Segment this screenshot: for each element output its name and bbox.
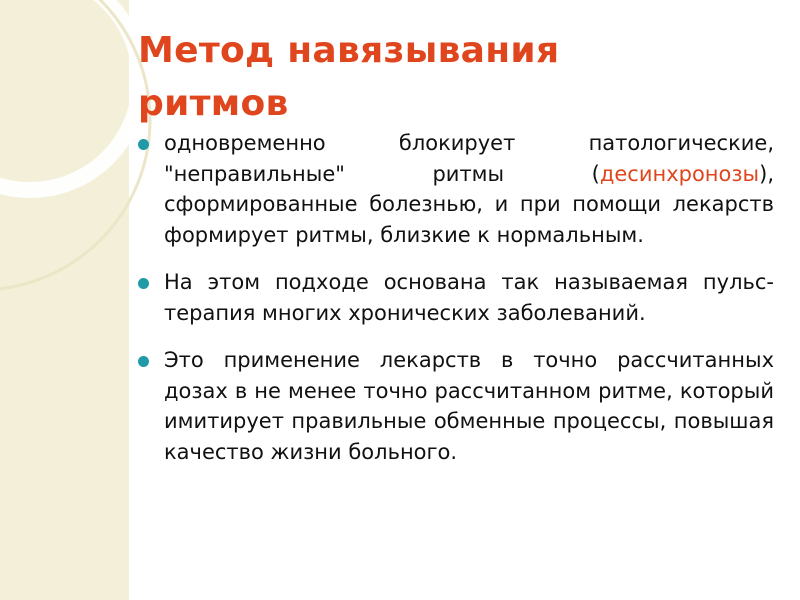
slide-title: Метод навязывания ритмов xyxy=(138,30,560,124)
bullet-icon xyxy=(138,356,149,367)
bullet-text: Это применение лекарств в точно рассчитанных дозах в не менее точно рассчитанном ритме, который имитирует правильные обменные процессы, повышая качество жизни больного. xyxy=(164,348,774,464)
bullet-item xyxy=(138,128,774,250)
bullet-text-end: ), сформированные болезнью, и при помощи лекарств формирует ритмы, близкие к нормальным. xyxy=(164,161,774,247)
bullet-text: На этом подходе основана так называемая пульс-терапия многих хронических заболеваний. xyxy=(164,270,774,325)
bullet-item xyxy=(138,345,774,467)
bullet-icon xyxy=(138,139,149,150)
bullet-text-start: одновременно блокирует патологические, "неправильные" ритмы ( xyxy=(164,131,774,186)
highlight-term: десинхронозы xyxy=(599,161,760,186)
bullet-item xyxy=(138,267,774,328)
bullet-icon xyxy=(138,278,149,289)
bullet-list xyxy=(138,128,774,484)
